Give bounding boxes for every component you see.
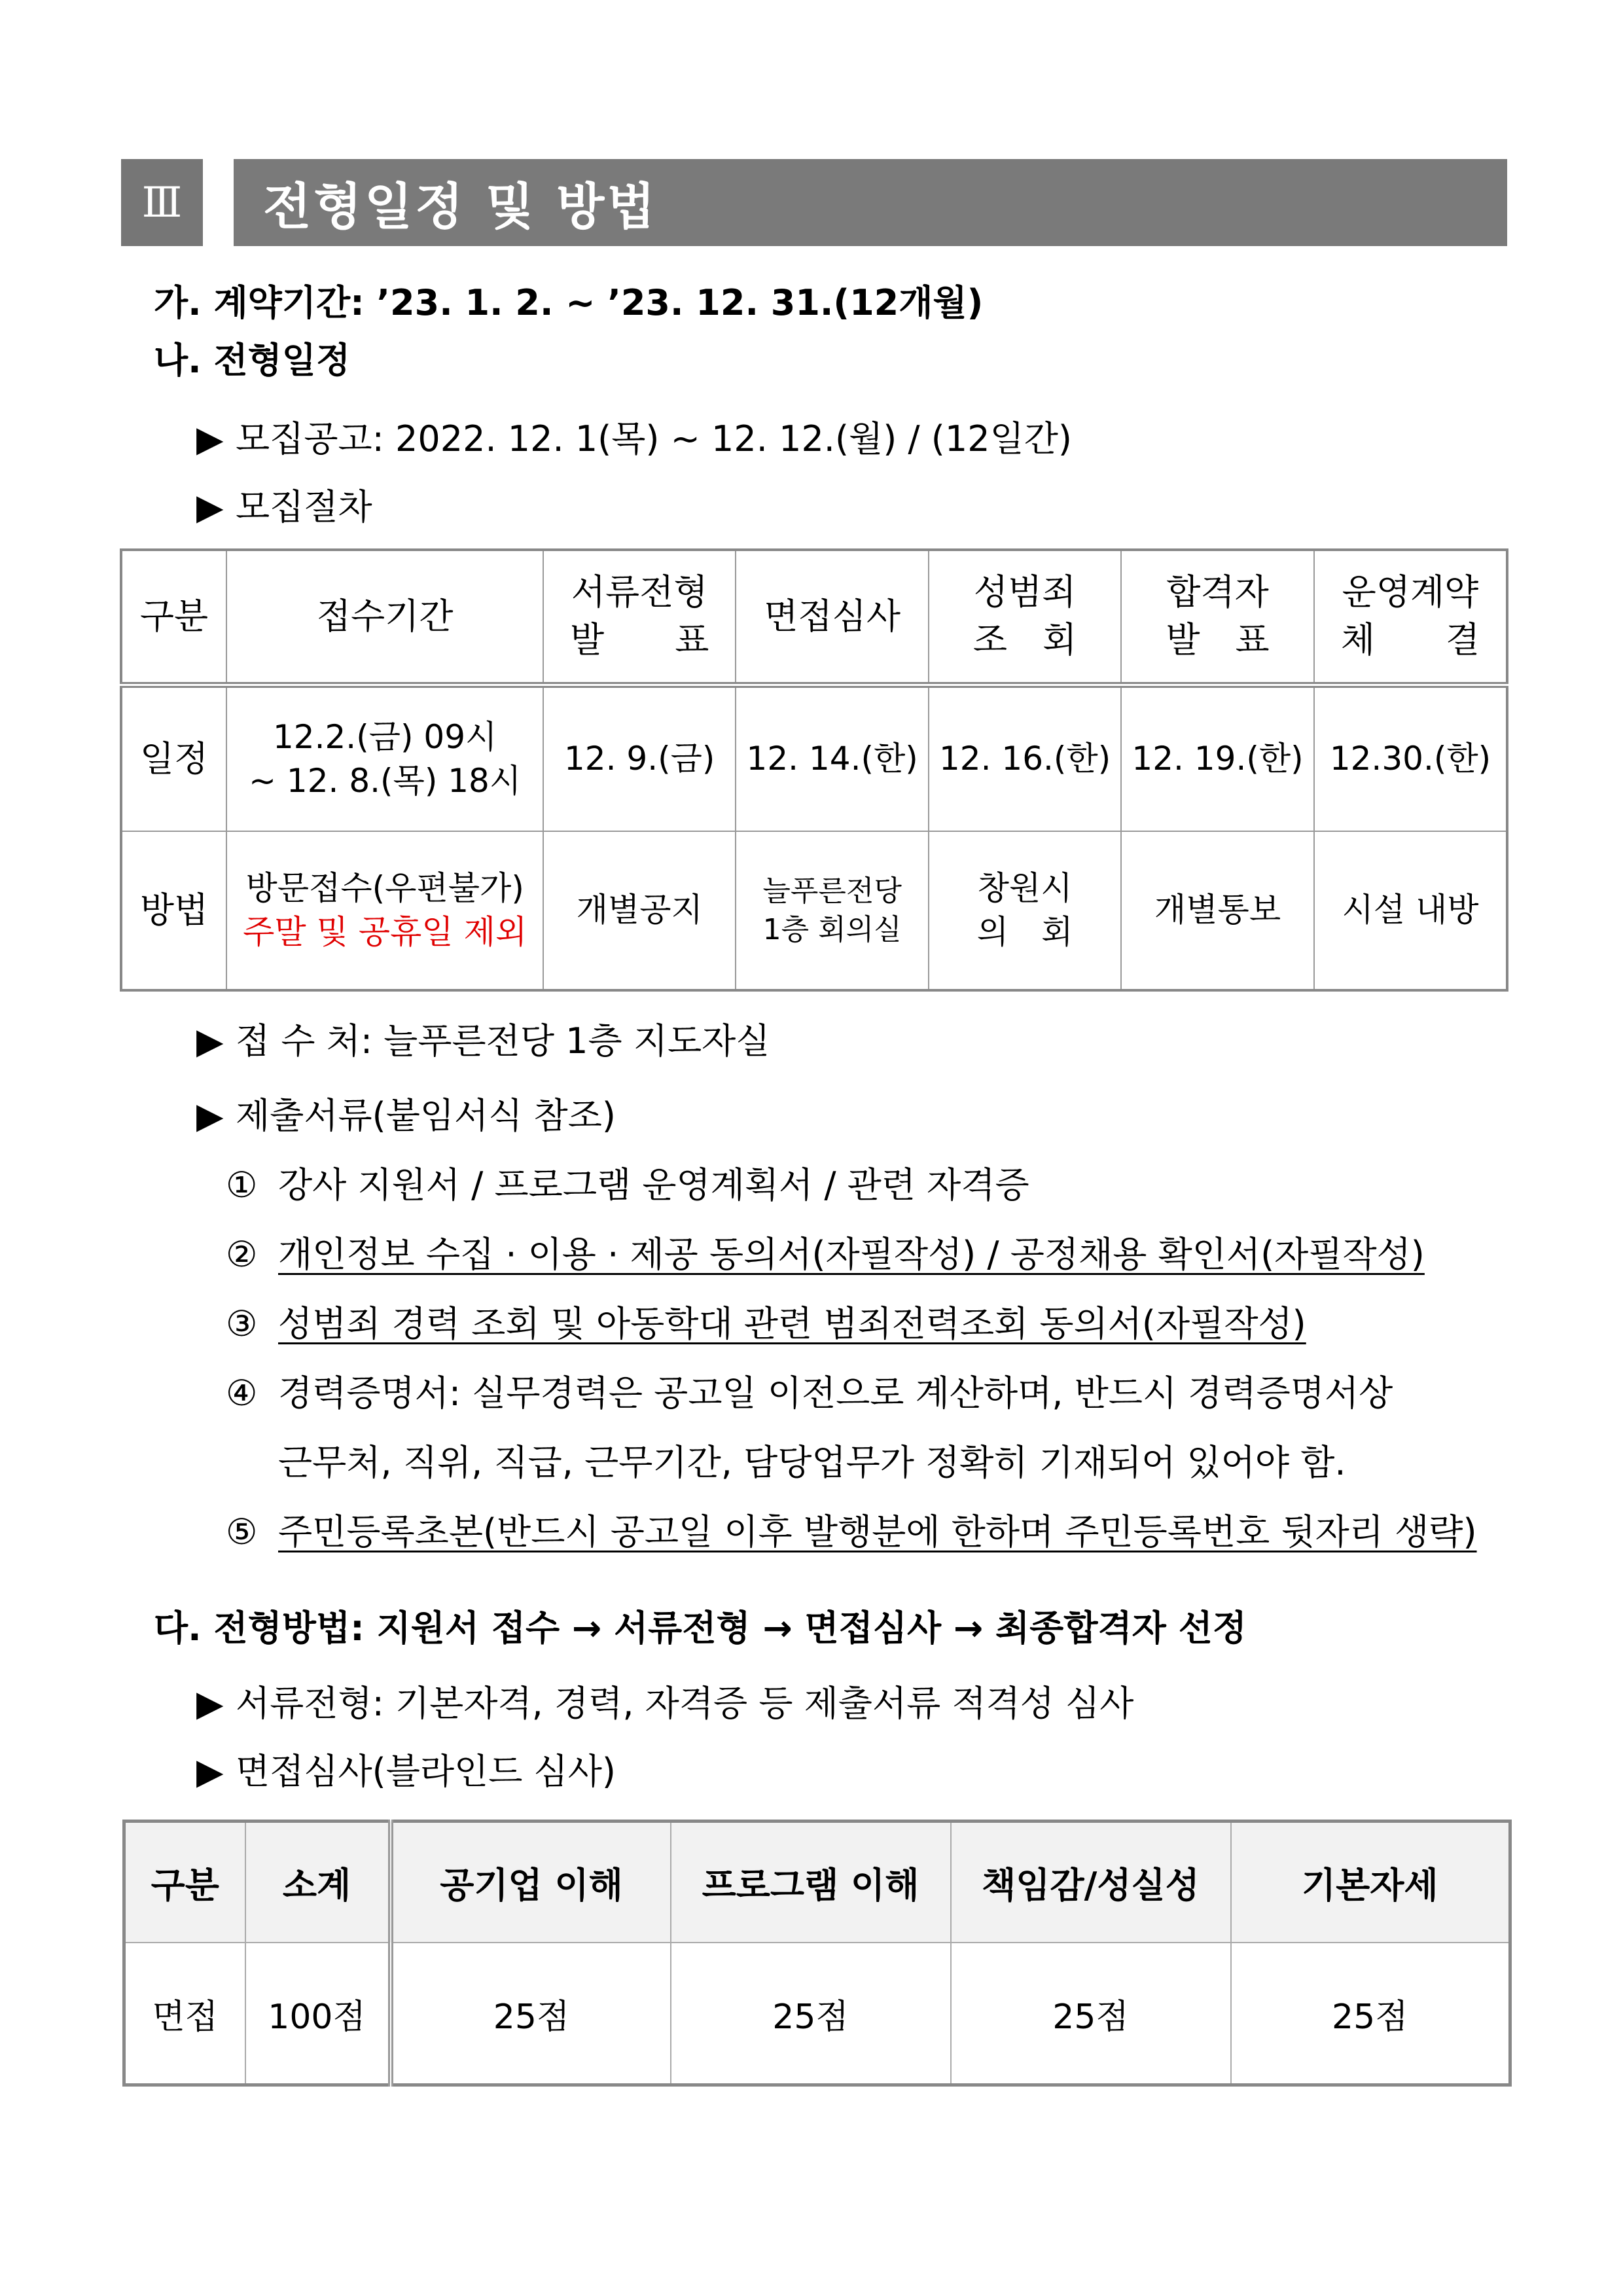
triangle-bullet-icon: ▶ bbox=[196, 1683, 224, 1724]
item-text: 성범죄 경력 조회 및 아동학대 관련 범죄전력조회 동의서(자필작성) bbox=[278, 1303, 1306, 1344]
schedule-label: 일정 bbox=[121, 685, 226, 832]
recruit-process bbox=[196, 479, 372, 529]
method-period: 방문접수(우편불가) 주말 및 공휴일 제외 bbox=[226, 831, 543, 990]
item-number: ② bbox=[226, 1234, 258, 1275]
item-number: ⑤ bbox=[226, 1511, 258, 1552]
header-pass-announcement: 합격자 발 표 bbox=[1121, 550, 1314, 685]
triangle-bullet-icon: ▶ bbox=[196, 486, 224, 528]
header-cell: 기본자세 bbox=[1231, 1821, 1510, 1943]
method-cell: 늘푸른전당 1층 회의실 bbox=[736, 831, 929, 990]
interview-table-row bbox=[124, 1943, 1510, 2085]
header-cell: 책임감/성실성 bbox=[951, 1821, 1231, 1943]
interview-table bbox=[122, 1820, 1512, 2087]
header-category: 구분 bbox=[121, 550, 226, 685]
triangle-bullet-icon: ▶ bbox=[196, 418, 224, 459]
document-screening-text: 서류전형: 기본자격, 경력, 자격증 등 제출서류 적격성 심사 bbox=[236, 1683, 1134, 1724]
document-screening bbox=[196, 1676, 1133, 1726]
header-reception-period: 접수기간 bbox=[226, 550, 543, 685]
document-item bbox=[226, 1296, 1306, 1346]
section-number: Ⅲ bbox=[121, 159, 203, 246]
row-cell: 25점 bbox=[391, 1943, 671, 2085]
schedule-cell: 12.30.(한) bbox=[1314, 685, 1507, 832]
document-item bbox=[226, 1504, 1477, 1554]
item-text: 개인정보 수집 · 이용 · 제공 동의서(자필작성) / 공정채용 확인서(자필작성) bbox=[278, 1234, 1425, 1275]
triangle-bullet-icon: ▶ bbox=[196, 1020, 224, 1062]
row-cell: 100점 bbox=[245, 1943, 391, 2085]
document-item bbox=[226, 1227, 1425, 1277]
recruit-process-text: 모집절차 bbox=[236, 486, 372, 528]
method-cell: 시설 내방 bbox=[1314, 831, 1507, 990]
header-contract: 운영계약 체 결 bbox=[1314, 550, 1507, 685]
schedule-cell: 12. 19.(한) bbox=[1121, 685, 1314, 832]
item-number: ④ bbox=[226, 1372, 258, 1414]
item-text: 경력증명서: 실무경력은 공고일 이전으로 계산하며, 반드시 경력증명서상 bbox=[278, 1372, 1393, 1414]
schedule-cell: 12. 14.(한) bbox=[736, 685, 929, 832]
contract-period: 가. 계약기간: ’23. 1. 2. ~ ’23. 12. 31.(12개월) bbox=[154, 282, 984, 323]
header-interview: 면접심사 bbox=[736, 550, 929, 685]
header-document-result: 서류전형 발 표 bbox=[543, 550, 736, 685]
schedule-row bbox=[121, 685, 1507, 832]
document-item bbox=[226, 1157, 1029, 1208]
interview-heading bbox=[196, 1744, 616, 1794]
header-cell: 공기업 이해 bbox=[391, 1821, 671, 1943]
row-cell: 25점 bbox=[1231, 1943, 1510, 2085]
recruit-notice bbox=[196, 411, 1072, 461]
method-cell: 개별공지 bbox=[543, 831, 736, 990]
documents-heading bbox=[196, 1088, 616, 1138]
item-text: 주민등록초본(반드시 공고일 이후 발행분에 한하며 주민등록번호 뒷자리 생략) bbox=[278, 1511, 1477, 1552]
item-number: ① bbox=[226, 1164, 258, 1206]
interview-text: 면접심사(블라인드 심사) bbox=[236, 1751, 616, 1792]
method-cell: 개별통보 bbox=[1121, 831, 1314, 990]
method-row bbox=[121, 831, 1507, 990]
item-text: 강사 지원서 / 프로그램 운영계획서 / 관련 자격증 bbox=[278, 1164, 1029, 1206]
reception-text: 접 수 처: 늘푸른전당 1층 지도자실 bbox=[236, 1020, 770, 1062]
schedule-cell: 12. 16.(한) bbox=[929, 685, 1121, 832]
interview-table-header bbox=[124, 1821, 1510, 1943]
item-number: ③ bbox=[226, 1303, 258, 1344]
reception-place bbox=[196, 1013, 770, 1064]
schedule-cell: 12. 9.(금) bbox=[543, 685, 736, 832]
method-label: 방법 bbox=[121, 831, 226, 990]
row-cell: 25점 bbox=[951, 1943, 1231, 2085]
row-cell: 25점 bbox=[671, 1943, 951, 2085]
document-item-continued: 근무처, 직위, 직급, 근무기간, 담당업무가 정확히 기재되어 있어야 함. bbox=[278, 1442, 1346, 1483]
header-cell: 구분 bbox=[124, 1821, 245, 1943]
row-cell: 면접 bbox=[124, 1943, 245, 2085]
section-title: 전형일정 및 방법 bbox=[234, 159, 1507, 246]
schedule-period: 12.2.(금) 09시 ~ 12. 8.(목) 18시 bbox=[226, 685, 543, 832]
schedule-heading: 나. 전형일정 bbox=[154, 340, 351, 381]
header-cell: 프로그램 이해 bbox=[671, 1821, 951, 1943]
process-table bbox=[120, 548, 1508, 992]
triangle-bullet-icon: ▶ bbox=[196, 1095, 224, 1136]
recruit-notice-text: 모집공고: 2022. 12. 1(목) ~ 12. 12.(월) / (12일간) bbox=[236, 418, 1072, 459]
document-item bbox=[226, 1365, 1393, 1416]
method-heading: 다. 전형방법: 지원서 접수 → 서류전형 → 면접심사 → 최종합격자 선정 bbox=[154, 1607, 1247, 1649]
documents-heading-text: 제출서류(붙임서식 참조) bbox=[236, 1095, 616, 1136]
header-cell: 소계 bbox=[245, 1821, 391, 1943]
method-cell: 창원시 의 회 bbox=[929, 831, 1121, 990]
header-sex-crime-check: 성범죄 조 회 bbox=[929, 550, 1121, 685]
process-table-header bbox=[121, 550, 1507, 685]
triangle-bullet-icon: ▶ bbox=[196, 1751, 224, 1792]
